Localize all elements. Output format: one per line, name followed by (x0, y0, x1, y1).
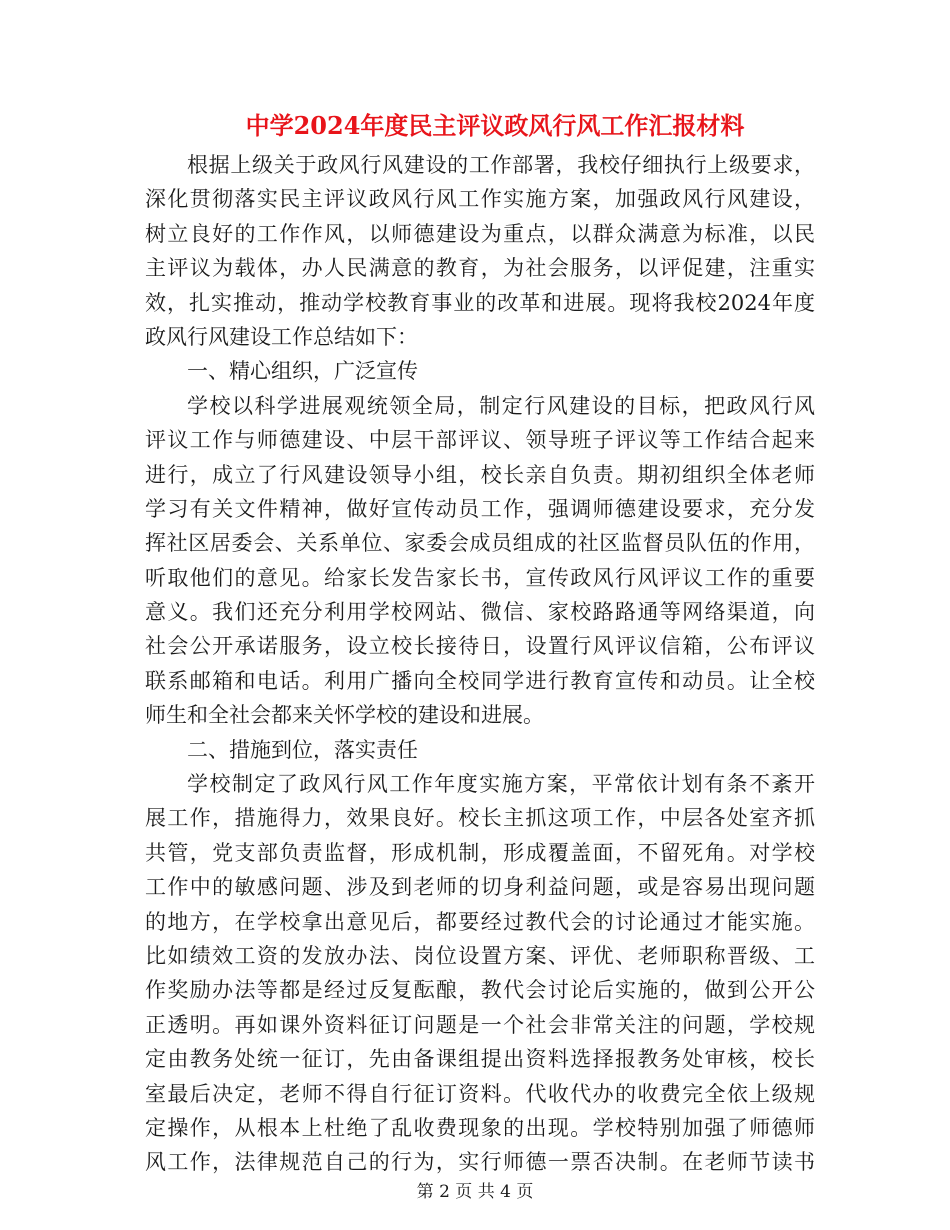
body-line: 联系邮箱和电话。利用广播向全校同学进行教育宣传和动员。让全校 (145, 668, 815, 693)
body-line: 工作中的敏感问题、涉及到老师的切身利益问题，或是容易出现问题 (145, 875, 815, 900)
body-line: 评议工作与师德建设、中层干部评议、领导班子评议等工作结合起来 (145, 428, 815, 453)
body-line: 一、精心组织，广泛宣传 (187, 359, 418, 384)
body-line: 深化贯彻落实民主评议政风行风工作实施方案，加强政风行风建设， (145, 187, 815, 212)
body-line: 主评议为载体，办人民满意的教育，为社会服务，以评促建，注重实 (145, 256, 815, 281)
body-line: 学校制定了政风行风工作年度实施方案，平常依计划有条不紊开 (187, 772, 815, 797)
body-line: 比如绩效工资的发放办法、岗位设置方案、评优、老师职称晋级、工 (145, 943, 815, 968)
body-line: 学校以科学进展观统领全局，制定行风建设的目标，把政风行风 (187, 393, 815, 418)
body-line: 树立良好的工作作风，以师德建设为重点，以群众满意为标准，以民 (145, 221, 815, 246)
body-line: 风工作，法律规范自己的行为，实行师德一票否决制。在老师节读书 (145, 1150, 815, 1175)
body-line: 政风行风建设工作总结如下： (145, 324, 418, 349)
body-line: 学习有关文件精神，做好宣传动员工作，强调师德建设要求，充分发 (145, 496, 815, 521)
body-line: 社会公开承诺服务，设立校长接待日，设置行风评议信箱，公布评议 (145, 634, 815, 659)
document-title: 中学2024年度民主评议政风行风工作汇报材料 (245, 111, 745, 140)
body-line: 室最后决定，老师不得自行征订资料。代收代办的收费完全依上级规 (145, 1081, 815, 1106)
body-line: 进行，成立了行风建设领导小组，校长亲自负责。期初组织全体老师 (145, 462, 815, 487)
body-line: 正透明。再如课外资料征订问题是一个社会非常关注的问题，学校规 (145, 1012, 815, 1037)
body-line: 的地方，在学校拿出意见后，都要经过教代会的讨论通过才能实施。 (145, 909, 815, 934)
body-line: 意义。我们还充分利用学校网站、微信、家校路路通等网络渠道，向 (145, 600, 815, 625)
body-line: 效，扎实推动，推动学校教育事业的改革和进展。现将我校2024年度 (145, 290, 815, 315)
body-line: 听取他们的意见。给家长发告家长书，宣传政风行风评议工作的重要 (145, 565, 815, 590)
body-line: 定由教务处统一征订，先由备课组提出资料选择报教务处审核，校长 (145, 1047, 815, 1072)
body-line: 作奖励办法等都是经过反复酝酿，教代会讨论后实施的，做到公开公 (145, 978, 815, 1003)
body-line: 定操作，从根本上杜绝了乱收费现象的出现。学校特别加强了师德师 (145, 1115, 815, 1140)
page-footer: 第 2 页 共 4 页 (416, 1182, 534, 1202)
body-line: 二、措施到位，落实责任 (187, 737, 418, 762)
body-line: 师生和全社会都来关怀学校的建设和进展。 (145, 703, 544, 728)
document-body (145, 148, 815, 1180)
body-line: 挥社区居委会、关系单位、家委会成员组成的社区监督员队伍的作用， (145, 531, 815, 556)
body-line: 根据上级关于政风行风建设的工作部署，我校仔细执行上级要求， (187, 153, 815, 177)
body-line: 共管，党支部负责监督，形成机制，形成覆盖面，不留死角。对学校 (145, 840, 815, 865)
body-line: 展工作，措施得力，效果良好。校长主抓这项工作，中层各处室齐抓 (145, 806, 815, 831)
